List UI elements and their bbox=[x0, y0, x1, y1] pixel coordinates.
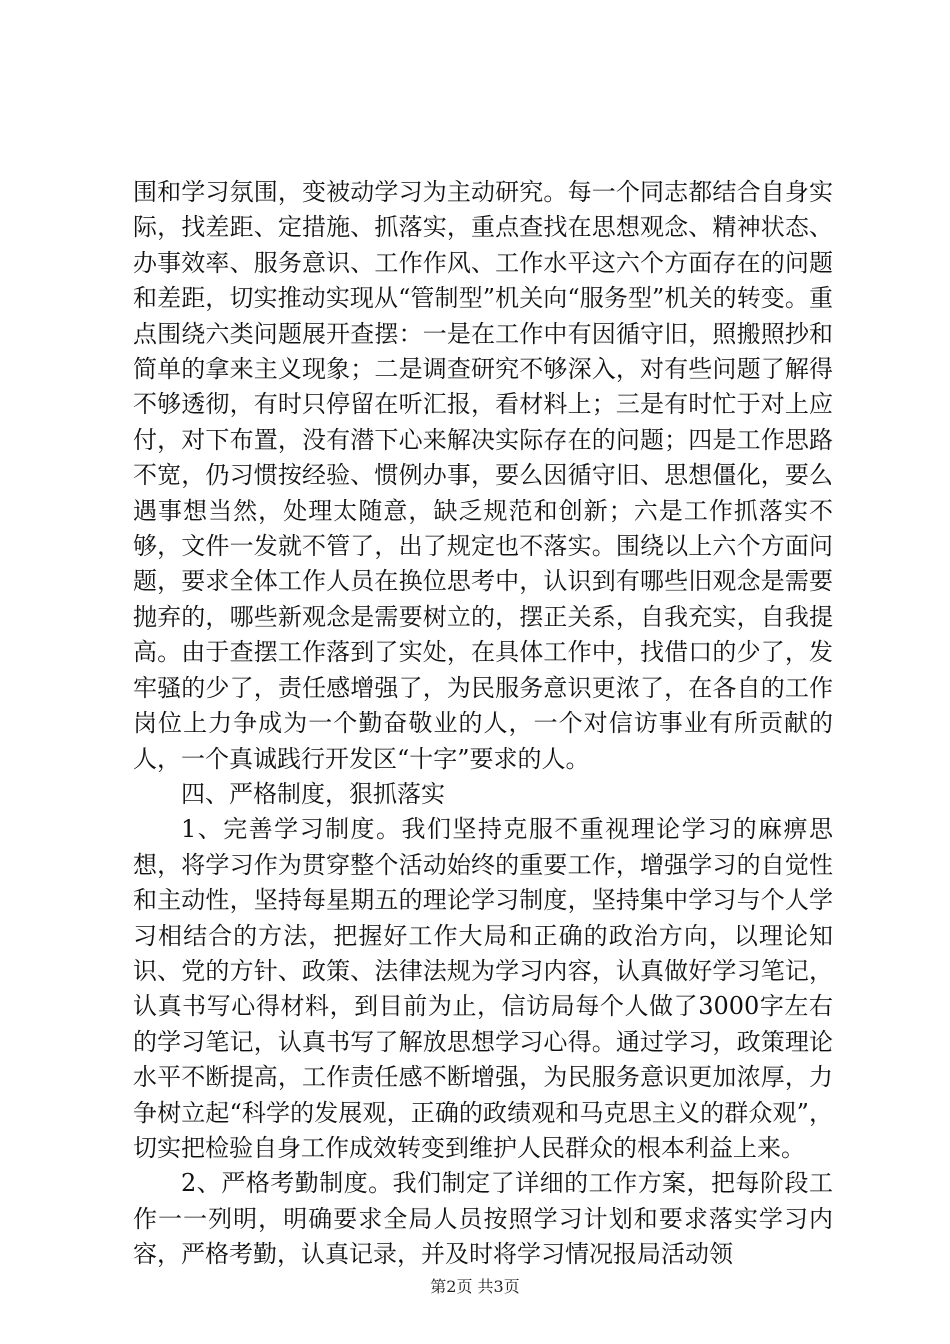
paragraph-study-system: 1、完善学习制度。我们坚持克服不重视理论学习的麻痹思想，将学习作为贯穿整个活动始终的重要工作，增强学习的自觉性和主动性，坚持每星期五的理论学习制度，坚持集中学习与个人学习相结合的方法，把握好工作大局和正确的政治方向，以理论知识、党的方针、政策、法律法规为学习内容，认真做好学习笔记，认真书写心得材料，到目前为止，信访局每个人做了3000字左右的学习笔记，认真书写了解放思想学习心得。通过学习，政策理论水平不断提高，工作责任感不断增强，为民服务意识更加浓厚，力争树立起“科学的发展观，正确的政绩观和马克思主义的群众观”，切实把检验自身工作成效转变到维护人民群众的根本利益上来。 bbox=[133, 815, 833, 1162]
paragraph-attendance-system: 2、严格考勤制度。我们制定了详细的工作方案，把每阶段工作一一列明，明确要求全局人员按照学习计划和要求落实学习内容，严格考勤，认真记录，并及时将学习情况报局活动领 bbox=[133, 1169, 833, 1269]
document-body bbox=[133, 175, 833, 1273]
paragraph-continuation: 围和学习氛围，变被动学习为主动研究。每一个同志都结合自身实际，找差距、定措施、抓落实，重点查找在思想观念、精神状态、办事效率、服务意识、工作作风、工作水平这六个方面存在的问题和差距，切实推动实现从“管制型”机关向“服务型”机关的转变。重点围绕六类问题展开查摆：一是在工作中有因循守旧，照搬照抄和简单的拿来主义现象；二是调查研究不够深入，对有些问题了解得不够透彻，有时只停留在听汇报，看材料上；三是有时忙于对上应付，对下布置，没有潜下心来解决实际存在的问题；四是工作思路不宽，仍习惯按经验、惯例办事，要么因循守旧、思想僵化，要么遇事想当然，处理太随意，缺乏规范和创新；六是工作抓落实不够，文件一发就不管了，出了规定也不落实。围绕以上六个方面问题，要求全体工作人员在换位思考中，认识到有哪些旧观念是需要抛弃的，哪些新观念是需要树立的，摆正关系，自我充实，自我提高。由于查摆工作落到了实处，在具体工作中，找借口的少了，发牢骚的少了，责任感增强了，为民服务意识更浓了，在各自的工作岗位上力争成为一个勤奋敬业的人，一个对信访事业有所贡献的人，一个真诚践行开发区“十字”要求的人。 bbox=[133, 178, 833, 773]
section-heading: 四、严格制度，狠抓落实 bbox=[181, 779, 445, 808]
page-footer: 第2页 共3页 bbox=[430, 1277, 520, 1296]
